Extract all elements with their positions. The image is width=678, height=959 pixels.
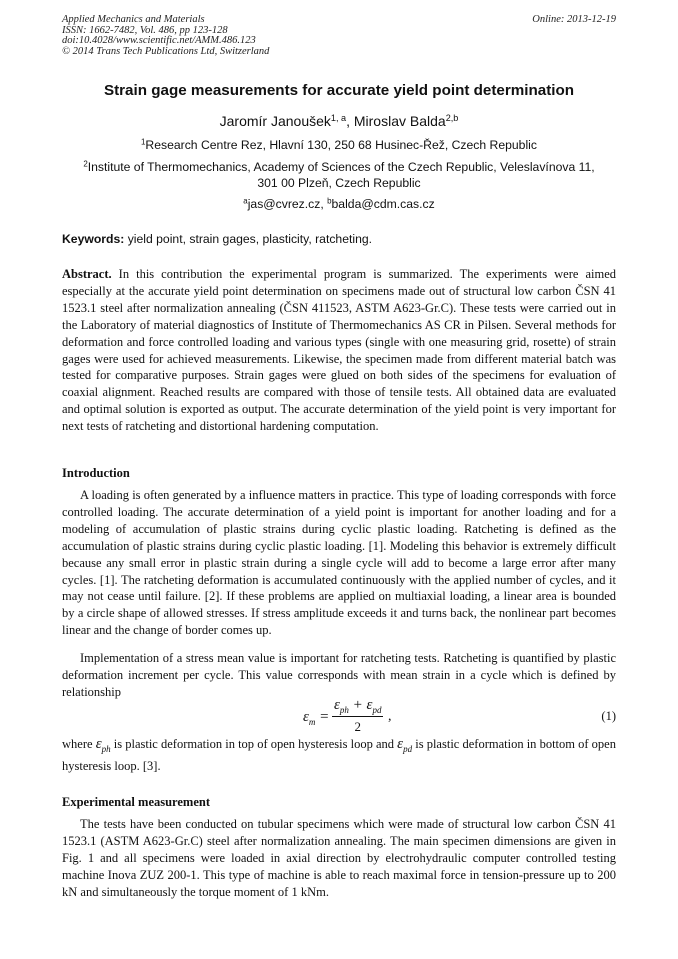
section-heading-introduction: Introduction	[62, 466, 130, 480]
author-superscript: 2,b	[445, 113, 459, 123]
email-link[interactable]: jas@cvrez.cz,	[247, 197, 328, 211]
journal-name: Applied Mechanics and Materials	[62, 14, 205, 25]
equation-number: (1)	[601, 709, 616, 723]
subscript: ph	[101, 744, 111, 754]
epsilon-symbol: ε	[366, 697, 373, 713]
equals-sign: =	[315, 709, 330, 725]
copyright-line: © 2014 Trans Tech Publications Ltd, Switzerland	[62, 45, 270, 57]
affiliation-text: 301 00 Plzeň, Czech Republic	[257, 175, 421, 190]
online-date: Online: 2013-12-19	[532, 14, 616, 25]
fraction-denominator: 2	[354, 719, 361, 734]
paper-title: Strain gage measurements for accurate yield point determination	[103, 82, 575, 99]
issn-line: ISSN: 1662-7482, Vol. 486, pp 123-128	[62, 24, 228, 36]
explanation-text: where	[62, 737, 96, 751]
equation-1	[300, 697, 616, 741]
author-name: Jaromír Janoušek	[219, 113, 331, 129]
abstract-label: Abstract.	[62, 267, 112, 281]
equation-fraction	[332, 697, 383, 735]
affiliation-1	[62, 138, 616, 154]
affiliation-text: Research Centre Rez, Hlavní 130, 250 68 Husinec-Řež, Czech Republic	[145, 138, 537, 152]
equation-lhs	[303, 709, 329, 727]
explanation-text: is plastic deformation in bottom of open hysteresis loop. [3].	[62, 737, 616, 773]
keywords-label: Keywords:	[62, 232, 125, 246]
affiliation-2	[62, 160, 616, 191]
keywords-line	[62, 232, 616, 246]
subscript: m	[308, 717, 316, 727]
affiliation-superscript: 2	[83, 159, 88, 169]
author-superscript: 1, a	[330, 113, 347, 123]
introduction-paragraph-1: A loading is often generated by a influence matters in practice. This type of loading corresponds with force controlled loading. The accurate determination of a yield point is important for another loading and for a modeling of accumulation of plastic strains during cyclic plastic loading. Ratcheting is defined as the accumulation of plastic strains during cyclic plastic loading. [1]. Modeling this behavior is extremely difficult because any small error in plastic strain during a single cycle will add to become a large error after many cycles. [1]. The ratcheting deformation is accumulated continuously with the applied number of cycles, and it may not cease until failure. [2]. If these problems are applied on multiaxial loading, a linear area is bounded by a circle shape of allowed stresses. If stress amplitude exceeds it and turns back, the nonlinear part becomes linear and the change of border comes up.	[62, 488, 616, 638]
experimental-paragraph-1: The tests have been conducted on tubular specimens which were made of structural low carbon ČSN 41 1523.1 (ASTM A623-Gr.C) steel after normalization annealing. The main specimen dimensions are given in Fig. 1 and all specimens were loaded in axial direction by electrohydraulic computer controlled testing machine Inova ZUZ 200-1. This type of machine is able to reach maximal force in tension-pressure up to 200 kN and simultaneously the torque moment of 1 kNm.	[62, 817, 616, 899]
fraction-numerator	[332, 697, 383, 715]
equation-explanation	[62, 736, 616, 775]
inline-variable	[397, 736, 412, 752]
doi-line: doi:10.4028/www.scientific.net/AMM.486.123	[62, 35, 256, 47]
email-link[interactable]: balda@cdm.cas.cz	[331, 197, 435, 211]
author-separator: ,	[346, 113, 354, 129]
affiliation-text: Institute of Thermomechanics, Academy of Sciences of the Czech Republic, Veleslavínova 11,	[87, 160, 595, 174]
abstract-paragraph	[62, 266, 616, 435]
abstract-text: In this contribution the experimental program is summarized. The experiments were aimed especially at the accurate yield point determination on specimens made out of structural low carbon ČSN 41 1523.1 steel after normalization annealing (ČSN 411523, ASTM A623-Gr.C). These tests were carried out in the Laboratory of material diagnostics of Institute of Thermomechanics AS CR in Pilsen. Several methods for deformation and force controlled loading and various types (single with one measuring grid, rosette) of strain gages were used for achieved measurements. Likewise, the specimen made from different material batch was tested for comparative purposes. Strain gages were glued on both sides of the specimens for evaluation of coaxial alignment. Reached results are compared with those of tensile tests. All obtained data are evaluated and optimal solution is exported as output. The accurate determination of the yield point is very important for next tests of ratcheting and distortional hardening computation.	[62, 267, 616, 434]
epsilon-symbol: ε	[95, 736, 102, 752]
epsilon-symbol: ε	[303, 709, 309, 725]
subscript: ph	[339, 705, 349, 715]
epsilon-symbol: ε	[397, 736, 404, 752]
plus-sign: +	[348, 697, 367, 713]
inline-variable	[96, 736, 111, 752]
section-heading-experimental: Experimental measurement	[62, 795, 211, 809]
author-list	[0, 113, 678, 129]
author-name: Miroslav Balda	[353, 113, 446, 129]
introduction-paragraph-2: Implementation of a stress mean value is important for ratcheting tests. Ratcheting is quantified by plastic deformation increment per cycle. This value corresponds with mean strain in a cycle which is defined by relationship	[62, 651, 616, 699]
email-superscript: b	[327, 196, 332, 206]
keywords-text: yield point, strain gages, plasticity, ratcheting.	[124, 232, 373, 246]
explanation-text: is plastic deformation in top of open hysteresis loop and	[110, 737, 398, 751]
subscript: pd	[403, 744, 413, 754]
affiliation-superscript: 1	[141, 137, 146, 147]
fraction-bar	[332, 716, 383, 717]
equation-comma: ,	[388, 709, 392, 724]
email-superscript: a	[243, 196, 248, 206]
journal-header	[62, 15, 616, 57]
subscript: pd	[372, 705, 382, 715]
author-emails	[62, 197, 616, 213]
epsilon-symbol: ε	[334, 697, 340, 713]
